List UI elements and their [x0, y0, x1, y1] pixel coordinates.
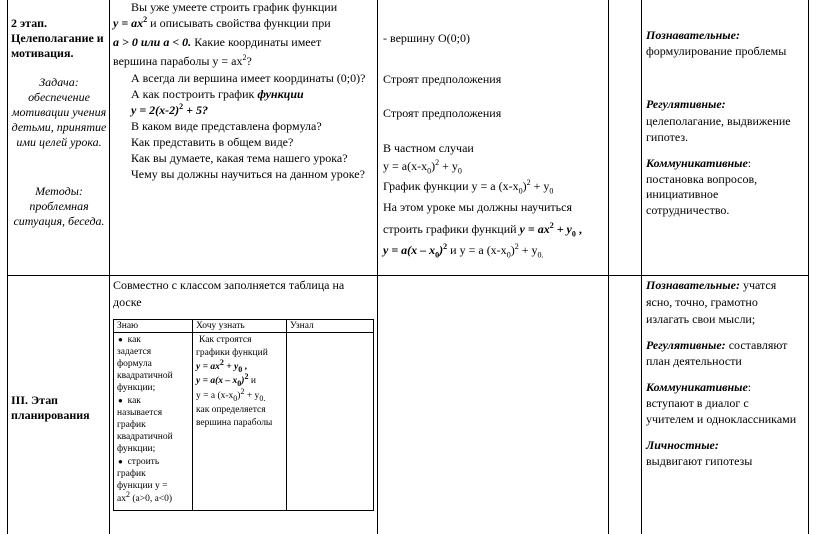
stage-title-2: III. Этап планирования: [11, 393, 90, 422]
grid-line: [7, 275, 809, 276]
kwl-border: [192, 319, 193, 511]
kwl-border: [113, 510, 374, 511]
methods-text: проблемная ситуация, беседа.: [13, 199, 105, 228]
grid-line: [608, 0, 609, 534]
stage-title: 2 этап. Целеполагание и мотивация.: [11, 16, 104, 60]
intro-line: Совместно с классом заполняется таблица на: [113, 278, 345, 292]
grid-line: [109, 0, 110, 534]
grid-line: [641, 0, 642, 534]
task-text: обеспечение мотивации учения детьми, принятие ими целей урока.: [11, 90, 107, 149]
kwl-border: [373, 319, 374, 511]
kwl-header-want: Хочу узнать: [196, 321, 245, 331]
methods-label: Методы:: [35, 184, 83, 198]
task-label: Задача:: [39, 75, 79, 89]
kwl-header-learned: Узнал: [290, 321, 314, 331]
kwl-border: [286, 319, 287, 511]
grid-line: [808, 0, 809, 534]
kwl-border: [113, 319, 114, 511]
kwl-header-know: Знаю: [117, 321, 139, 331]
grid-line: [7, 0, 8, 534]
grid-line: [377, 0, 378, 534]
intro-line: доске: [113, 295, 142, 309]
